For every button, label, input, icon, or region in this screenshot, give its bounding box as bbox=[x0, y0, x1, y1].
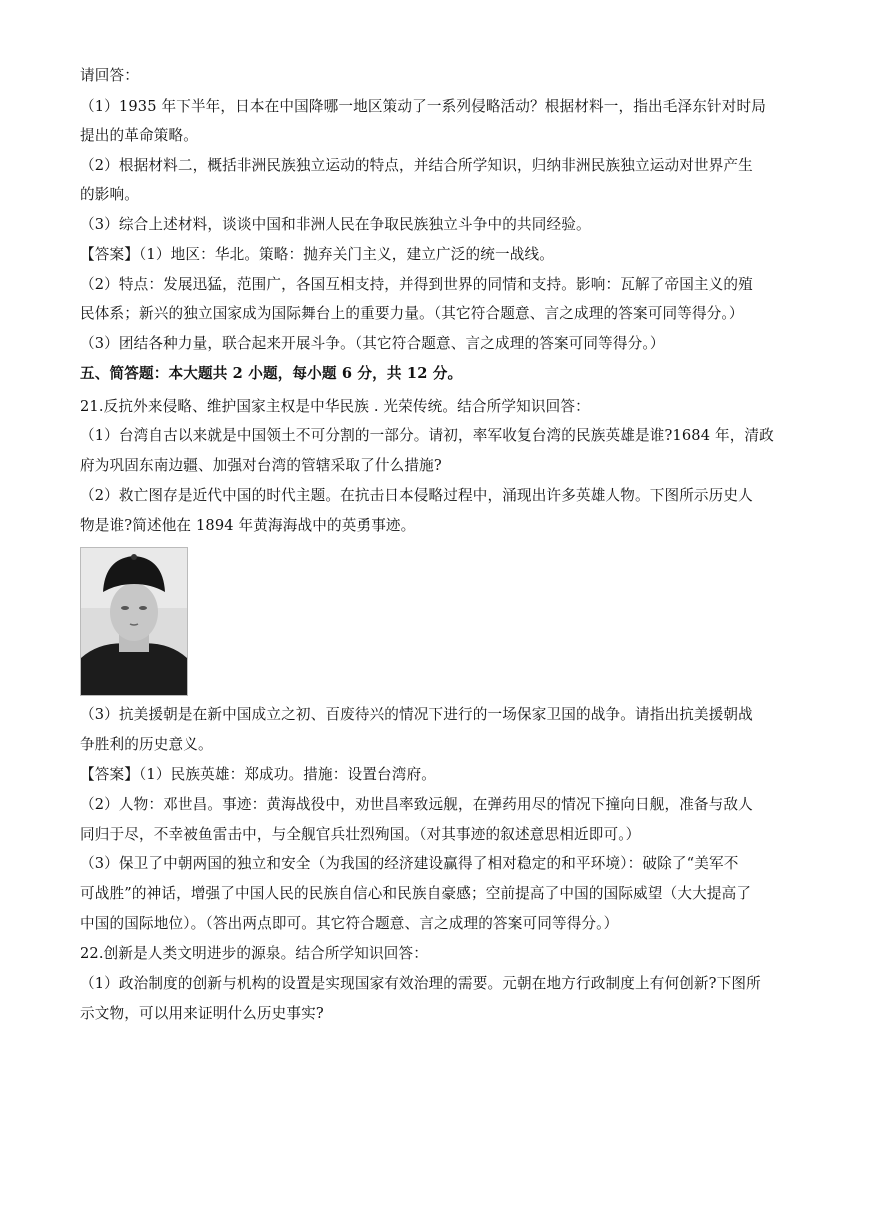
answer-21-3-line-1: （3）保卫了中朝两国的独立和安全（为我国的经济建设赢得了相对稳定的和平环境）：破除了“美军不 bbox=[80, 855, 739, 872]
answer-20-1: 【答案】（1）地区：华北。策略：抛弃关门主义，建立广泛的统一战线。 bbox=[80, 246, 554, 263]
question-20-3: （3）综合上述材料，谈谈中国和非洲人民在争取民族独立斗争中的共同经验。 bbox=[80, 216, 591, 233]
prompt-please-answer: 请回答： bbox=[80, 67, 139, 84]
answer-20-2-line-1: （2）特点：发展迅猛，范围广，各国互相支持，并得到世界的同情和支持。影响：瓦解了帝国主义的殖 bbox=[80, 276, 753, 293]
answer-21-2-line-2: 同归于尽，不幸被鱼雷击中，与全舰官兵壮烈殉国。（对其事迹的叙述意思相近即可。） bbox=[80, 826, 641, 843]
question-22-1-line-1: （1）政治制度的创新与机构的设置是实现国家有效治理的需要。元朝在地方行政制度上有何创新?下图所 bbox=[80, 975, 761, 992]
answer-21-3-line-3: 中国的国际地位）。（答出两点即可。其它符合题意、言之成理的答案可同等得分。） bbox=[80, 915, 619, 932]
portrait-figure-icon bbox=[81, 548, 187, 695]
question-21-2-line-1: （2）救亡图存是近代中国的时代主题。在抗击日本侵略过程中，涌现出许多英雄人物。下图所示历史人 bbox=[80, 487, 753, 504]
question-20-2-line-2: 的影响。 bbox=[80, 186, 139, 203]
answer-20-3: （3）团结各种力量，联合起来开展斗争。（其它符合题意、言之成理的答案可同等得分。） bbox=[80, 335, 665, 352]
answer-20-2-line-2: 民体系；新兴的独立国家成为国际舞台上的重要力量。（其它符合题意、言之成理的答案可同等得分。） bbox=[80, 305, 744, 322]
question-21-1-line-2: 府为巩固东南边疆、加强对台湾的管辖采取了什么措施? bbox=[80, 457, 442, 474]
question-20-1-line-2: 提出的革命策略。 bbox=[80, 127, 198, 144]
answer-21-1: 【答案】（1）民族英雄：郑成功。措施：设置台湾府。 bbox=[80, 766, 436, 783]
answer-21-3-line-2: 可战胜”的神话，增强了中国人民的民族自信心和民族自豪感；空前提高了中国的国际威望（大大提高了 bbox=[80, 885, 752, 902]
question-22-stem: 22.创新是人类文明进步的源泉。结合所学知识回答： bbox=[80, 945, 429, 962]
question-20-2-line-1: （2）根据材料二，概括非洲民族独立运动的特点，并结合所学知识，归纳非洲民族独立运动对世界产生 bbox=[80, 157, 753, 174]
question-21-3-line-2: 争胜利的历史意义。 bbox=[80, 736, 213, 753]
question-20-1-line-1: （1）1935 年下半年，日本在中国降哪一地区策动了一系列侵略活动？根据材料一，指出毛泽东针对时局 bbox=[80, 98, 766, 115]
question-21-2-line-2: 物是谁?简述他在 1894 年黄海海战中的英勇事迹。 bbox=[80, 517, 416, 534]
question-22-1-line-2: 示文物，可以用来证明什么历史事实? bbox=[80, 1005, 324, 1022]
question-21-3-line-1: （3）抗美援朝是在新中国成立之初、百废待兴的情况下进行的一场保家卫国的战争。请指出抗美援朝战 bbox=[80, 706, 753, 723]
historical-portrait-photo bbox=[80, 547, 188, 696]
question-21-1-line-1: （1）台湾自古以来就是中国领土不可分割的一部分。请初，率军收复台湾的民族英雄是谁?1684 年，清政 bbox=[80, 427, 774, 444]
question-21-stem: 21.反抗外来侵略、维护国家主权是中华民族 . 光荣传统。结合所学知识回答： bbox=[80, 398, 590, 415]
section-heading-short-answer: 五、简答题：本大题共 2 小题，每小题 6 分，共 12 分。 bbox=[80, 365, 463, 382]
answer-21-2-line-1: （2）人物：邓世昌。事迹：黄海战役中，劝世昌率致远舰，在弹药用尽的情况下撞向日舰，准备与敌人 bbox=[80, 796, 753, 813]
